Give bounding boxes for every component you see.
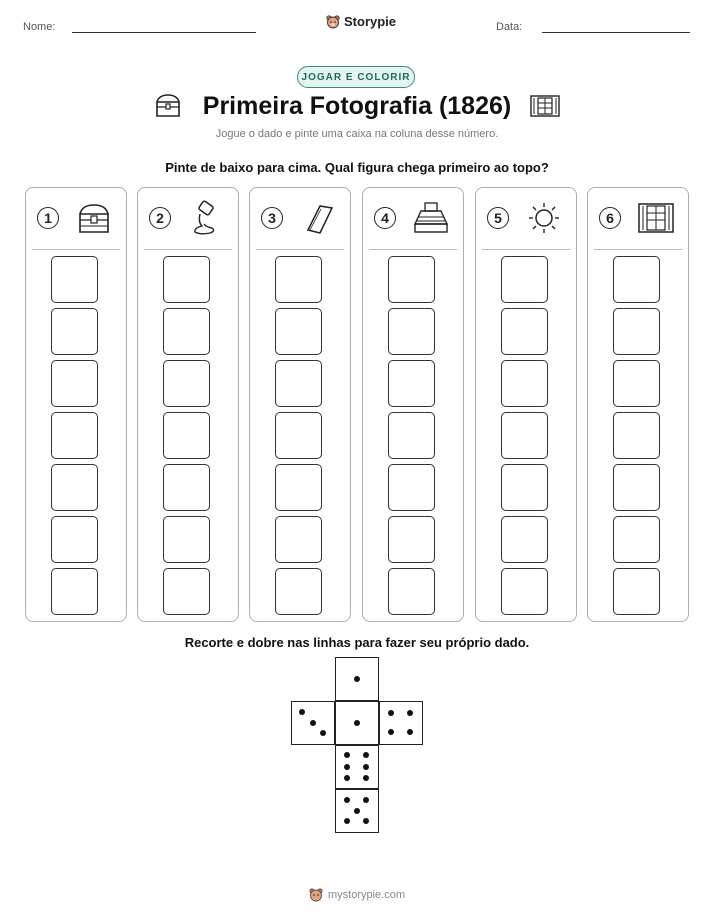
die-pip — [310, 720, 316, 726]
color-box[interactable] — [51, 412, 98, 459]
bear-icon — [309, 888, 323, 902]
spilled-liquid-icon — [186, 200, 226, 236]
color-box[interactable] — [388, 308, 435, 355]
die-pip — [354, 720, 360, 726]
column-divider — [482, 249, 570, 250]
die-face-4 — [379, 701, 423, 745]
sun-icon — [524, 200, 564, 236]
color-box[interactable] — [613, 464, 660, 511]
instruction-text: Pinte de baixo para cima. Qual figura chega primeiro ao topo? — [165, 160, 549, 175]
color-box[interactable] — [275, 464, 322, 511]
column-number: 5 — [487, 207, 509, 229]
color-box[interactable] — [501, 256, 548, 303]
die-pip — [354, 676, 360, 682]
column-3 — [249, 187, 351, 622]
column-5 — [475, 187, 577, 622]
color-box[interactable] — [275, 568, 322, 615]
die-pip — [363, 775, 369, 781]
color-box[interactable] — [163, 568, 210, 615]
column-divider — [144, 249, 232, 250]
column-number: 6 — [599, 207, 621, 229]
color-box[interactable] — [51, 464, 98, 511]
color-box[interactable] — [388, 256, 435, 303]
die-pip — [344, 764, 350, 770]
die-pip — [344, 797, 350, 803]
column-2 — [137, 187, 239, 622]
color-box[interactable] — [163, 308, 210, 355]
die-pip — [363, 752, 369, 758]
bear-icon — [326, 15, 340, 29]
color-box[interactable] — [388, 412, 435, 459]
color-box[interactable] — [613, 308, 660, 355]
column-number: 1 — [37, 207, 59, 229]
activity-badge: JOGAR E COLORIR — [297, 66, 415, 88]
die-pip — [407, 729, 413, 735]
color-box[interactable] — [388, 360, 435, 407]
color-box[interactable] — [163, 464, 210, 511]
die-face-1 — [335, 701, 379, 745]
color-box[interactable] — [388, 464, 435, 511]
page-title: Primeira Fotografia (1826) — [202, 92, 512, 120]
die-face-3 — [291, 701, 335, 745]
page-subtitle: Jogue o dado e pinte uma caixa na coluna desse número. — [215, 128, 499, 140]
column-1 — [25, 187, 127, 622]
color-box[interactable] — [51, 568, 98, 615]
color-box[interactable] — [501, 360, 548, 407]
color-box[interactable] — [51, 308, 98, 355]
die-face-6 — [335, 745, 379, 789]
die-pip — [344, 775, 350, 781]
column-divider — [256, 249, 344, 250]
color-box[interactable] — [388, 516, 435, 563]
color-box[interactable] — [613, 568, 660, 615]
color-box[interactable] — [275, 412, 322, 459]
column-6 — [587, 187, 689, 622]
color-box[interactable] — [613, 412, 660, 459]
die-pip — [363, 764, 369, 770]
rooftop-icon — [411, 200, 451, 236]
color-box[interactable] — [163, 412, 210, 459]
die-pip — [363, 818, 369, 824]
color-box[interactable] — [51, 360, 98, 407]
die-pip — [344, 752, 350, 758]
glass-plate-icon — [298, 200, 338, 236]
color-box[interactable] — [501, 464, 548, 511]
color-box[interactable] — [163, 516, 210, 563]
column-number: 2 — [149, 207, 171, 229]
die-face-1 — [335, 657, 379, 701]
color-box[interactable] — [501, 308, 548, 355]
brand-logo — [326, 14, 396, 29]
name-label: Nome: — [23, 21, 56, 33]
color-box[interactable] — [163, 256, 210, 303]
brand-name: Storypie — [344, 14, 397, 29]
color-box[interactable] — [613, 360, 660, 407]
column-number: 4 — [374, 207, 396, 229]
date-label: Data: — [496, 21, 523, 33]
footer — [0, 888, 714, 902]
color-box[interactable] — [275, 360, 322, 407]
color-box[interactable] — [388, 568, 435, 615]
name-line[interactable] — [72, 32, 256, 33]
die-pip — [363, 797, 369, 803]
color-box[interactable] — [613, 256, 660, 303]
window-icon — [530, 94, 560, 123]
color-box[interactable] — [501, 568, 548, 615]
column-number: 3 — [261, 207, 283, 229]
color-box[interactable] — [613, 516, 660, 563]
die-pip — [320, 730, 326, 736]
color-box[interactable] — [51, 256, 98, 303]
die-pip — [299, 709, 305, 715]
column-divider — [369, 249, 457, 250]
color-box[interactable] — [501, 412, 548, 459]
column-divider — [594, 249, 682, 250]
color-box[interactable] — [275, 516, 322, 563]
column-divider — [32, 249, 120, 250]
color-box[interactable] — [163, 360, 210, 407]
die-pip — [388, 710, 394, 716]
color-box[interactable] — [51, 516, 98, 563]
cut-instruction: Recorte e dobre nas linhas para fazer seu próprio dado. — [184, 635, 530, 650]
die-pip — [354, 808, 360, 814]
color-box[interactable] — [275, 308, 322, 355]
date-line[interactable] — [542, 32, 690, 33]
footer-url: mystorypie.com — [327, 889, 406, 901]
die-pip — [407, 710, 413, 716]
color-box[interactable] — [501, 516, 548, 563]
die-pip — [388, 729, 394, 735]
treasure-chest-icon — [74, 200, 114, 236]
window-icon — [636, 200, 676, 236]
column-4 — [362, 187, 464, 622]
die-pip — [344, 818, 350, 824]
die-face-5 — [335, 789, 379, 833]
color-box[interactable] — [275, 256, 322, 303]
